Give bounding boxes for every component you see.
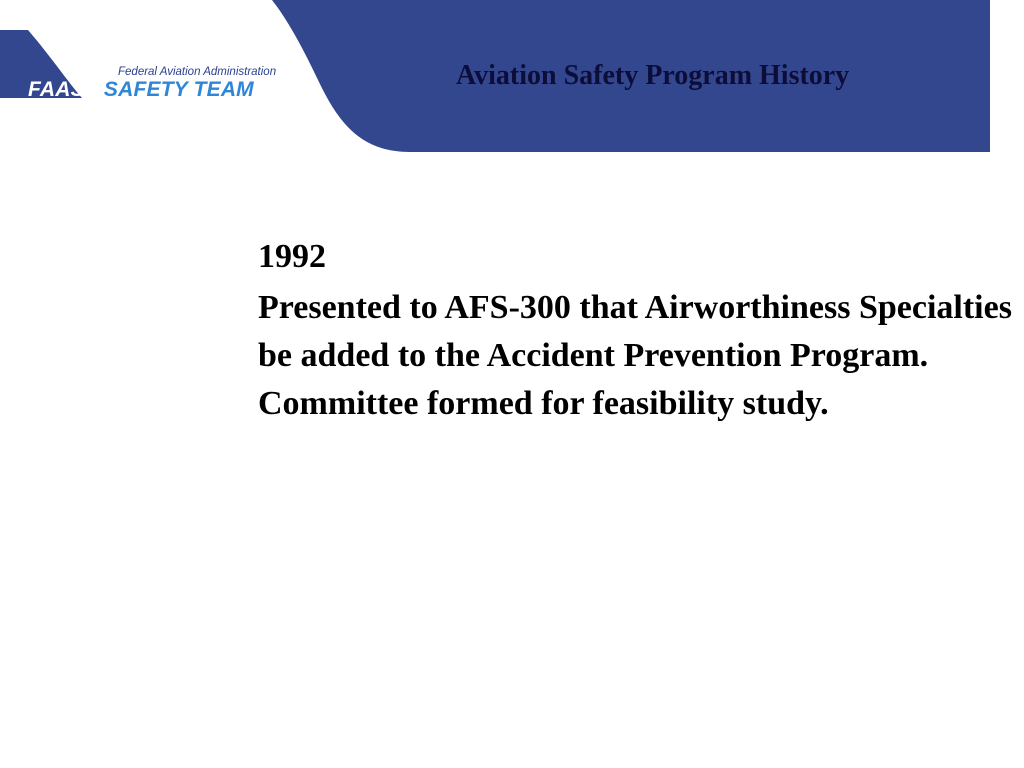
year-heading: 1992 bbox=[258, 238, 326, 275]
logo-team-text: SAFETY TEAM bbox=[103, 78, 254, 101]
logo-wordmark bbox=[28, 78, 254, 102]
body-paragraph: Presented to AFS-300 that Airworthiness Specialties be added to the Accident Prevention Program. Committee formed for feasibility study. bbox=[258, 289, 1012, 422]
slide-content bbox=[258, 236, 1018, 428]
logo-faast-text: FAAST bbox=[28, 78, 98, 101]
slide-title: Aviation Safety Program History bbox=[456, 60, 850, 91]
logo-org-line: Federal Aviation Administration bbox=[118, 66, 277, 78]
